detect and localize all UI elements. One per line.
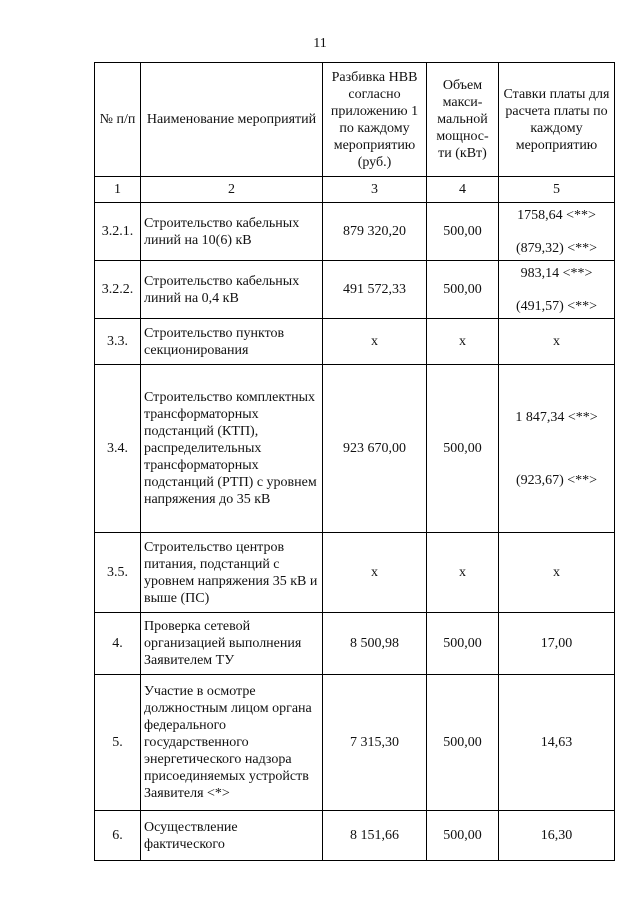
row-nvv: х [323,319,427,365]
row-nvv: 7 315,30 [323,675,427,811]
row-name: Участие в осмотре должностным лицом органа федерального государственного энергетического надзора присоединяемых устройств Заявителя <*> [141,675,323,811]
column-number-row [95,177,615,203]
tariff-table [94,62,615,861]
row-rate: 14,63 [499,675,615,811]
row-capacity: 500,00 [427,613,499,675]
row-num: 3.5. [95,533,141,613]
row-rate: х [499,319,615,365]
header-row [95,63,615,177]
rate-value: 983,14 <**> [520,265,593,281]
table-row [95,811,615,861]
row-name: Проверка сетевой организацией выполнения Заявителем ТУ [141,613,323,675]
rate-value-alt: (923,67) <**> [515,472,598,488]
row-num: 5. [95,675,141,811]
row-num: 3.4. [95,365,141,533]
row-capacity: 500,00 [427,203,499,261]
row-num: 3.2.1. [95,203,141,261]
table-row [95,319,615,365]
row-num: 6. [95,811,141,861]
header-num: № п/п [95,63,141,177]
column-number: 2 [141,177,323,203]
row-rate: 17,00 [499,613,615,675]
row-name: Строительство пунктов секционирования [141,319,323,365]
row-rate [499,365,615,533]
row-name: Строительство комплектных трансформаторных подстанций (КТП), распределительных трансформаторных подстанций (РТП) с уровнем напряжения до 35 кВ [141,365,323,533]
column-number: 5 [499,177,615,203]
row-nvv: 8 151,66 [323,811,427,861]
column-number: 3 [323,177,427,203]
row-rate [499,203,615,261]
row-nvv: 8 500,98 [323,613,427,675]
row-nvv: 491 572,33 [323,261,427,319]
rate-value-alt: (491,57) <**> [515,298,598,314]
row-rate: х [499,533,615,613]
row-name: Строительство кабельных линий на 10(6) кВ [141,203,323,261]
row-nvv: 923 670,00 [323,365,427,533]
header-capacity: Объем макси-мальной мощнос-ти (кВт) [427,63,499,177]
row-num: 3.2.2. [95,261,141,319]
row-nvv: х [323,533,427,613]
row-rate: 16,30 [499,811,615,861]
row-num: 4. [95,613,141,675]
header-name: Наименование мероприятий [141,63,323,177]
rate-value-alt: (879,32) <**> [515,240,598,256]
table-row [95,261,615,319]
table-row [95,365,615,533]
row-nvv: 879 320,20 [323,203,427,261]
column-number: 1 [95,177,141,203]
row-capacity: 500,00 [427,675,499,811]
row-capacity: 500,00 [427,261,499,319]
table-row [95,533,615,613]
row-rate [499,261,615,319]
table-row [95,203,615,261]
row-capacity: 500,00 [427,811,499,861]
table-row [95,675,615,811]
header-rates: Ставки платы для расчета платы по каждому мероприятию [499,63,615,177]
row-capacity: х [427,533,499,613]
row-capacity: 500,00 [427,365,499,533]
row-name: Осуществление фактического [141,811,323,861]
rate-value: 1 847,34 <**> [515,409,598,425]
page-number: 11 [313,36,327,51]
row-capacity: х [427,319,499,365]
column-number: 4 [427,177,499,203]
row-name: Строительство центров питания, подстанций с уровнем напряжения 35 кВ и выше (ПС) [141,533,323,613]
header-nvv: Разбивка НВВ согласно приложению 1 по каждому мероприятию (руб.) [323,63,427,177]
rate-value: 1758,64 <**> [517,207,596,223]
row-num: 3.3. [95,319,141,365]
table-row [95,613,615,675]
row-name: Строительство кабельных линий на 0,4 кВ [141,261,323,319]
